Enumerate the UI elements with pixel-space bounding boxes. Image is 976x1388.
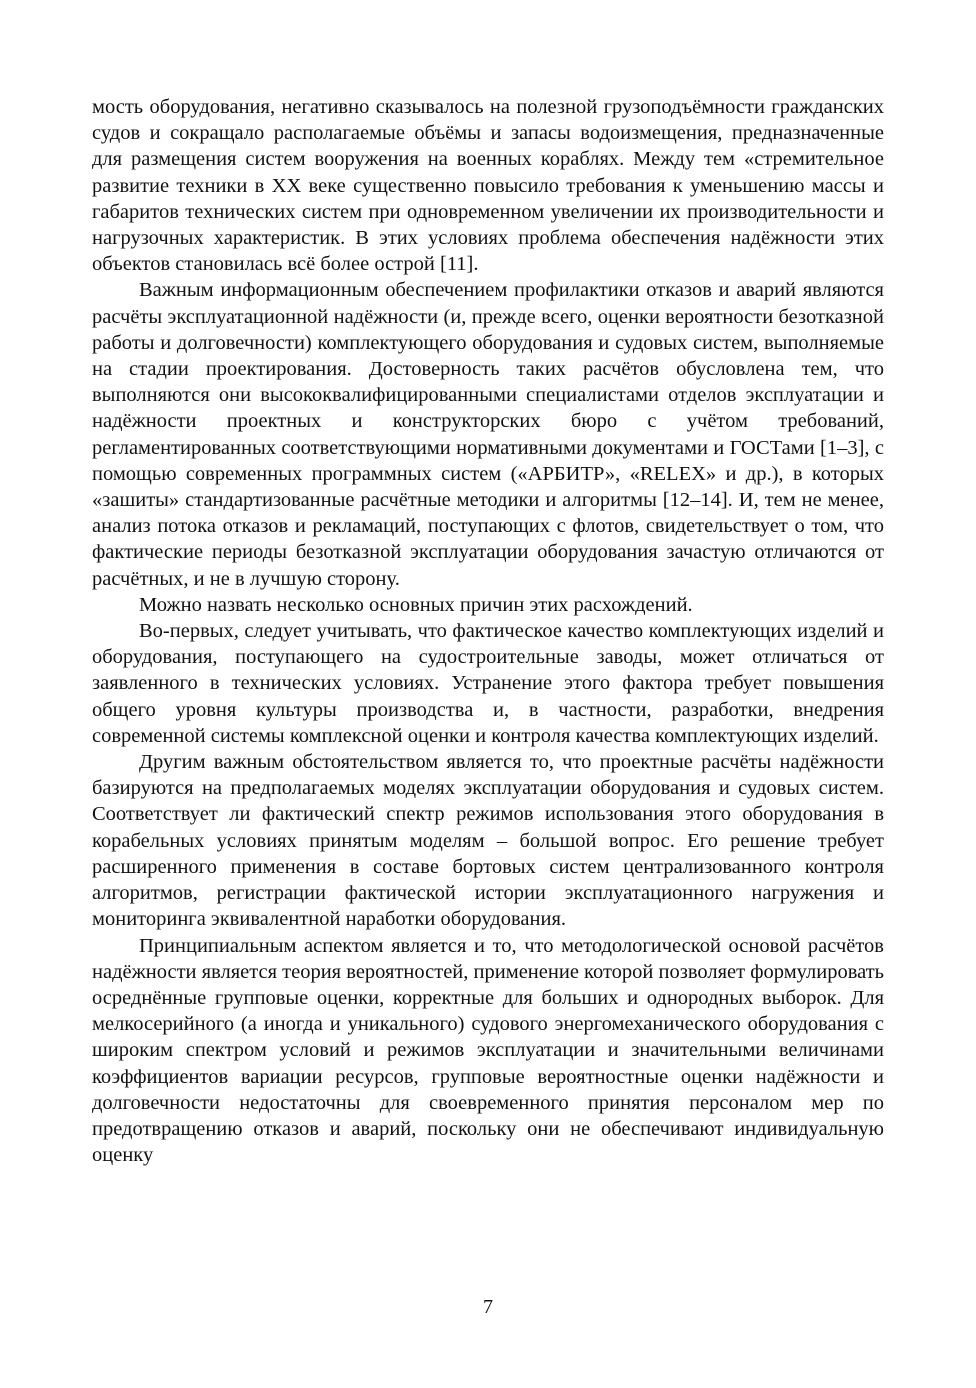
- paragraph-reasons-intro: Можно назвать несколько основных причин этих расхождений.: [139, 593, 693, 616]
- paragraph-reliability-calculations: Важным информационным обеспечением профилактики отказов и аварий являются расчёты эксплуатационной надёжности (и, прежде всего, оценки вероятности безотказной работы и долговечности) комплектующего оборудования и судовых систем, выполняемые на стадии проектирования. Достоверность таких расчётов обусловлена тем, что выполняются они высококвалифицированными специалистами отделов эксплуатации и надёжности проектных и конструкторских бюро с учётом требований, регламентированных соответствующими нормативными документами и ГОСТами [1–3], с помощью современных программных систем («АРБИТР», «RELEX» и др.), в которых «зашиты» стандартизованные расчётные методики и алгоритмы [12–14]. И, тем не менее, анализ потока отказов и рекламаций, поступающих с флотов, свидетельствует о том, что фактические периоды безотказной эксплуатации оборудования зачастую отличаются от расчётных, и не в лучшую сторону.: [92, 279, 884, 590]
- body-text: [92, 94, 884, 1168]
- page-number: 7: [483, 1296, 493, 1318]
- paragraph-principal-aspect: Принципиальным аспектом является и то, что методологической основой расчётов надёжности является теория вероятностей, применение которой позволяет формулировать осреднённые групповые оценки, корректные для больших и однородных выборок. Для мелкосерийного (а иногда и уникального) судового энергомеханического оборудования с широким спектром условий и режимов эксплуатации и значительными величинами коэффициентов вариации ресурсов, групповые вероятностные оценки надёжности и долговечности недостаточны для своевременного принятия персоналом мер по предотвращению отказов и аварий, поскольку они не обеспечивают индивидуальную оценку: [92, 934, 884, 1167]
- paragraph-first-reason: Во-первых, следует учитывать, что фактическое качество комплектующих изделий и оборудования, поступающего на судостроительные заводы, может отличаться от заявленного в технических условиях. Устранение этого фактора требует повышения общего уровня культуры производства и, в частности, разработки, внедрения современной системы комплексной оценки и контроля качества комплектующих изделий.: [92, 620, 884, 747]
- paragraph-second-reason: Другим важным обстоятельством является то, что проектные расчёты надёжности базируются на предполагаемых моделях эксплуатации оборудования и судовых систем. Соответствует ли фактический спектр режимов использования этого оборудования в корабельных условиях принятым моделям – большой вопрос. Его решение требует расширенного применения в составе бортовых систем централизованного контроля алгоритмов, регистрации фактической истории эксплуатационного нагружения и мониторинга эквивалентной наработки оборудования.: [92, 751, 884, 931]
- paragraph-continuation: мость оборудования, негативно сказывалось на полезной грузоподъёмности гражданских судов и сокращало располагаемые объёмы и запасы водоизмещения, предназначенные для размещения систем вооружения на военных кораблях. Между тем «стремительное развитие техники в XX веке существенно повысило требования к уменьшению массы и габаритов технических систем при одновременном увеличении их производительности и нагрузочных характеристик. В этих условиях проблема обеспечения надёжности этих объектов становилась всё более острой [11].: [92, 96, 884, 276]
